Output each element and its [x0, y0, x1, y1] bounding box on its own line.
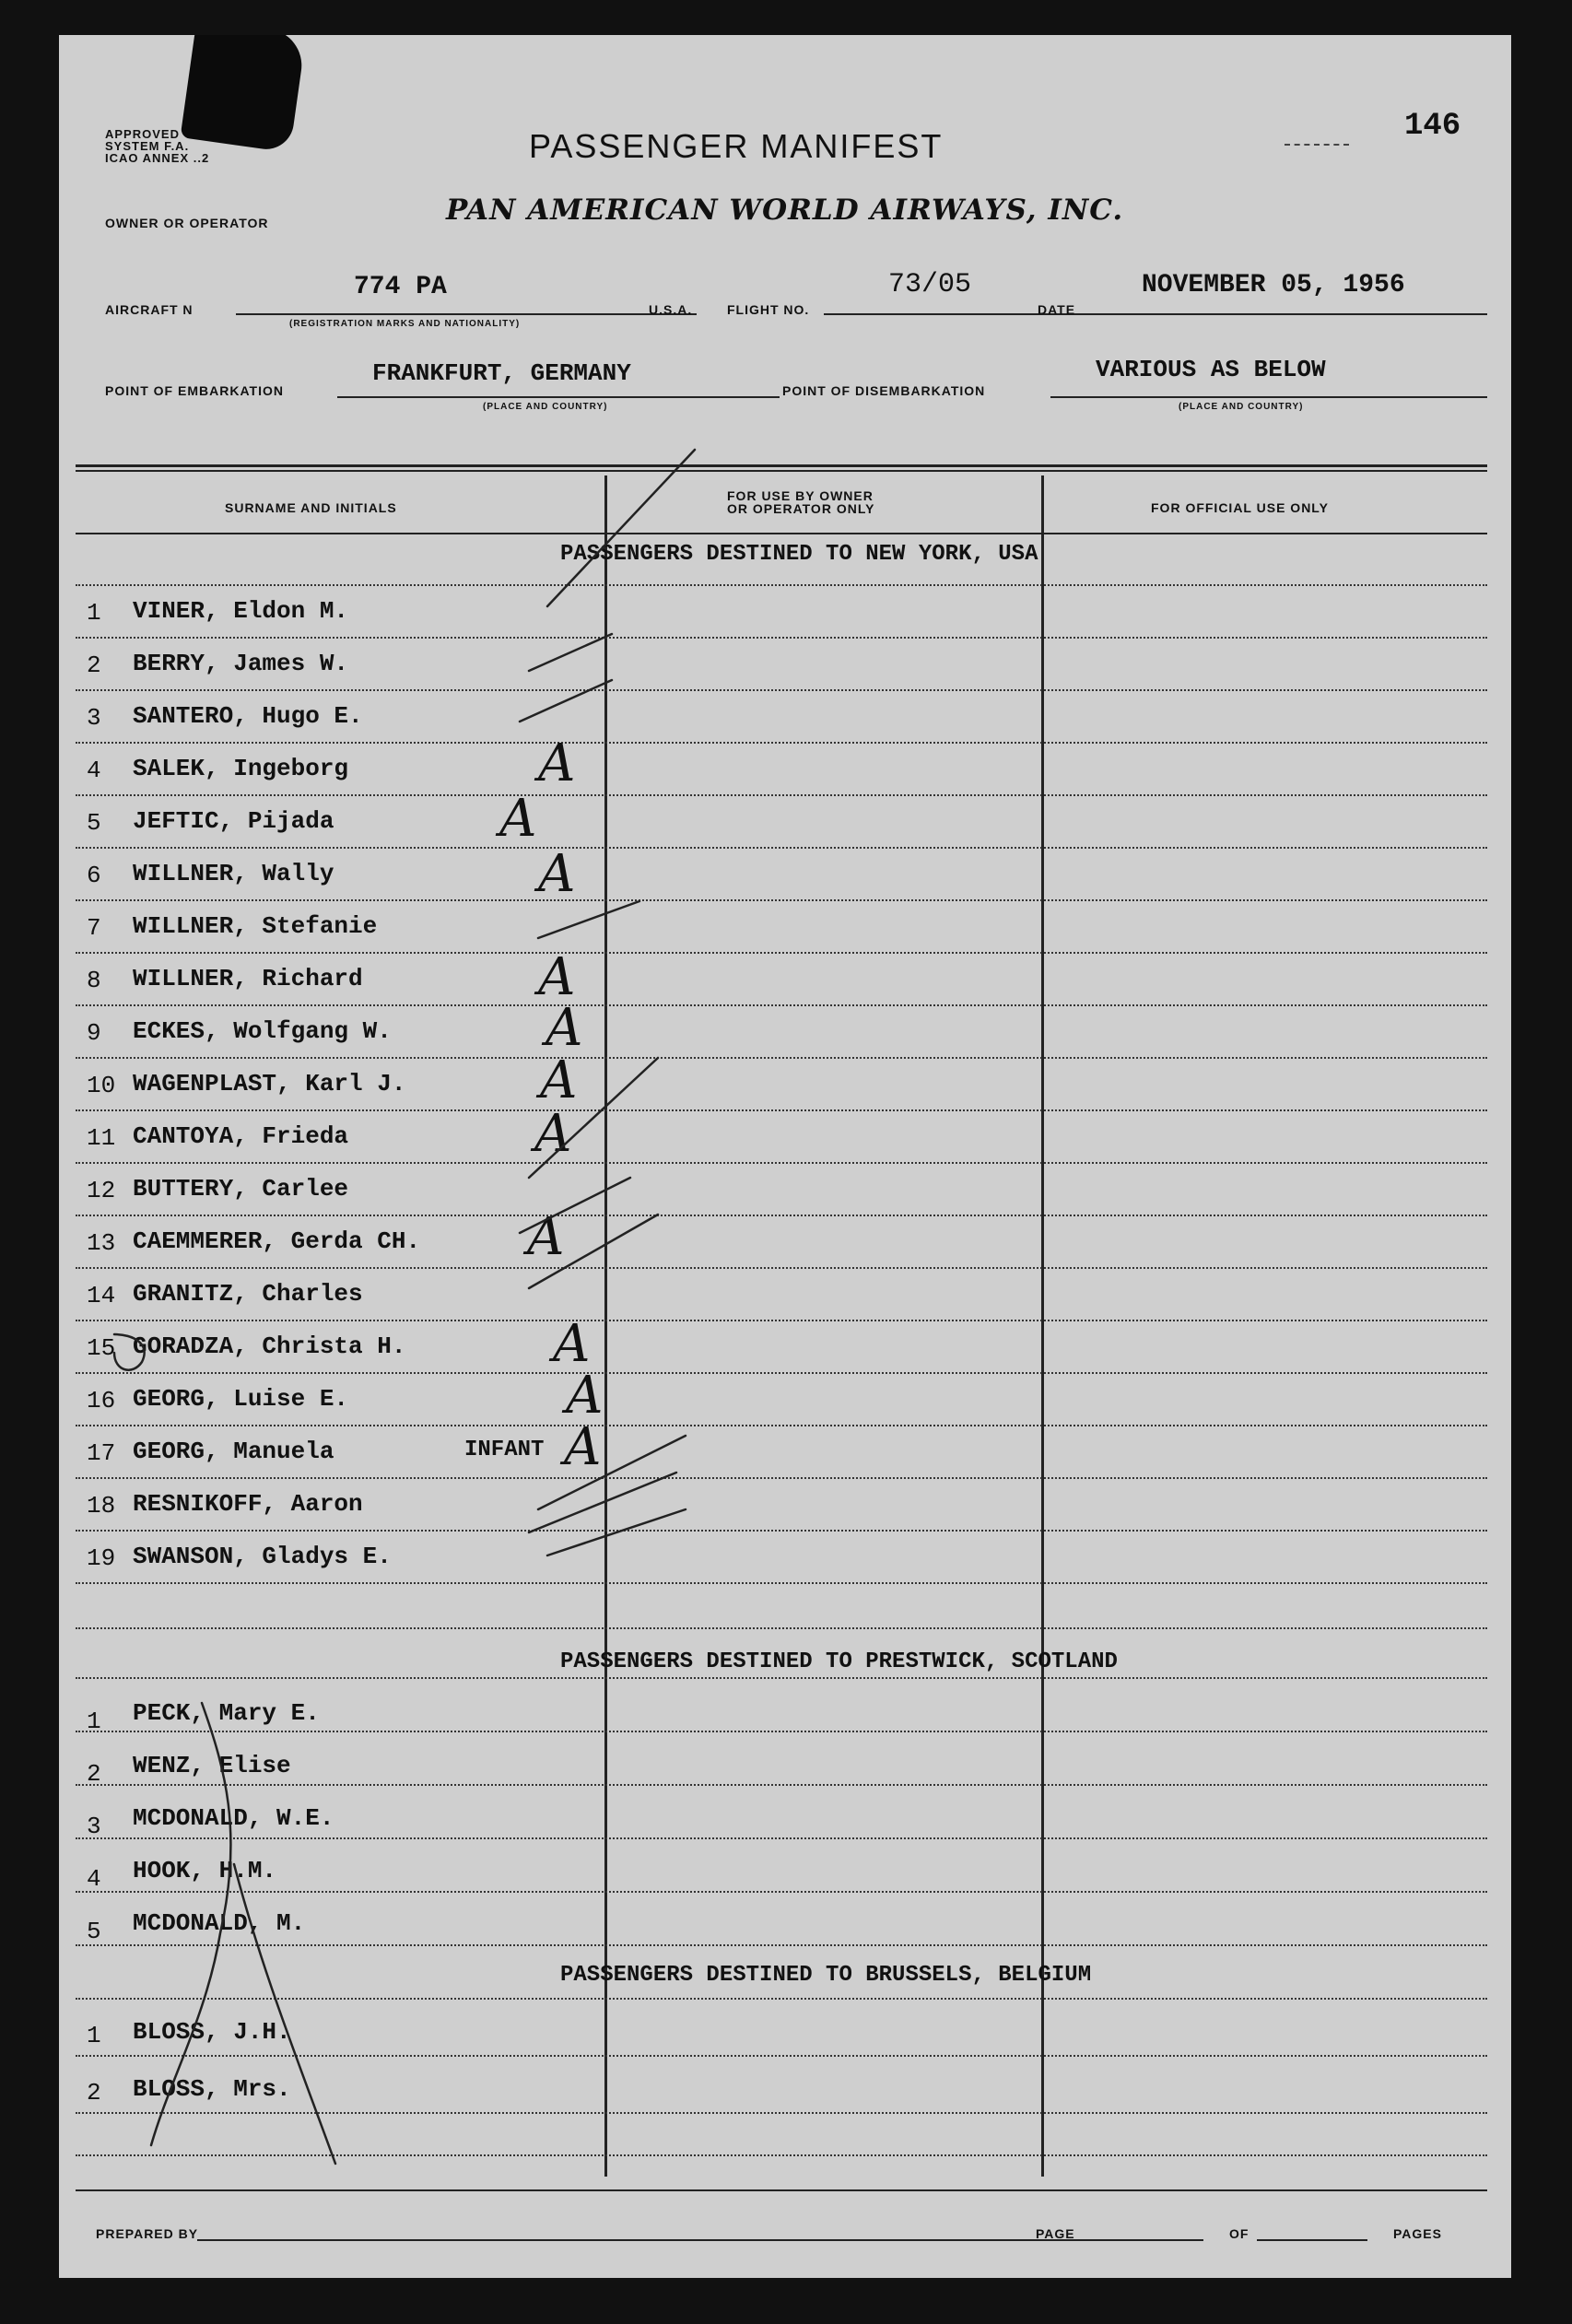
handwritten-a-mark: A [540, 1050, 578, 1110]
passenger-name: WAGENPLAST, Karl J. [133, 1070, 406, 1097]
handwritten-strokes [59, 35, 1511, 2278]
row-number: 4 [87, 1865, 101, 1893]
owner-value: PAN AMERICAN WORLD AIRWAYS, INC. [446, 194, 1124, 227]
approved-line-3: ICAO ANNEX ..2 [105, 151, 210, 165]
passenger-name: BLOSS, Mrs. [133, 2075, 291, 2103]
row-number: 1 [87, 1708, 101, 1735]
disembark-value: VARIOUS AS BELOW [1096, 356, 1326, 383]
page-title: PASSENGER MANIFEST [529, 127, 944, 165]
row-number: 13 [87, 1229, 116, 1257]
approved-line-2: SYSTEM F.A. [105, 139, 190, 153]
passenger-name: MCDONALD, W.E. [133, 1804, 334, 1832]
row-number: 11 [87, 1124, 116, 1152]
row-number: 19 [87, 1544, 116, 1572]
passenger-name: CANTOYA, Frieda [133, 1122, 349, 1150]
col-header-owner-2: OR OPERATOR ONLY [727, 501, 875, 516]
row-number: 5 [87, 1918, 101, 1945]
row-number: 6 [87, 862, 101, 889]
handwritten-a-mark: A [553, 1314, 591, 1374]
row-number: 8 [87, 967, 101, 994]
passenger-name: SALEK, Ingeborg [133, 755, 349, 782]
handwritten-a-mark: A [564, 1417, 602, 1477]
usa-label: U.S.A. [649, 302, 693, 317]
embark-place-caption: (PLACE AND COUNTRY) [483, 402, 608, 412]
page-label: PAGE [1036, 2226, 1075, 2241]
passenger-name: GEORG, Luise E. [133, 1385, 349, 1413]
row-number: 17 [87, 1439, 116, 1467]
passenger-name: PECK, Mary E. [133, 1699, 320, 1727]
passenger-name: BUTTERY, Carlee [133, 1175, 349, 1203]
passenger-name: WILLNER, Wally [133, 860, 334, 887]
row-number: 4 [87, 757, 101, 784]
owner-label: OWNER OR OPERATOR [105, 216, 269, 230]
passenger-name: JEFTIC, Pijada [133, 807, 334, 835]
passenger-name: SWANSON, Gladys E. [133, 1543, 392, 1570]
row-number: 5 [87, 809, 101, 837]
passenger-name: MCDONALD, M. [133, 1909, 306, 1937]
embark-label: POINT OF EMBARKATION [105, 383, 284, 398]
passenger-name: WENZ, Elise [133, 1752, 291, 1779]
passenger-name: BLOSS, J.H. [133, 2018, 291, 2046]
disembark-label: POINT OF DISEMBARKATION [782, 383, 986, 398]
handwritten-a-mark: A [499, 789, 537, 849]
row-number: 1 [87, 599, 101, 627]
of-label: OF [1229, 2226, 1249, 2241]
row-number: 15 [87, 1334, 116, 1362]
handwritten-a-mark: A [527, 1207, 565, 1267]
row-number: 2 [87, 1760, 101, 1788]
passenger-name: WILLNER, Richard [133, 965, 363, 992]
manifest-sheet [59, 35, 1511, 2278]
flight-label: FLIGHT NO. [727, 302, 810, 317]
row-number: 16 [87, 1387, 116, 1414]
handwritten-a-mark: A [538, 844, 576, 904]
row-number: 18 [87, 1492, 116, 1520]
passenger-name: WILLNER, Stefanie [133, 912, 378, 940]
disembark-place-caption: (PLACE AND COUNTRY) [1179, 402, 1304, 412]
registration-caption: (REGISTRATION MARKS AND NATIONALITY) [289, 319, 521, 329]
date-value: NOVEMBER 05, 1956 [1142, 271, 1405, 299]
passenger-name: CAEMMERER, Gerda CH. [133, 1227, 421, 1255]
passenger-name: GORADZA, Christa H. [133, 1332, 406, 1360]
aircraft-value: 774 PA [354, 273, 447, 301]
aircraft-label: AIRCRAFT N [105, 302, 194, 317]
row-number: 14 [87, 1282, 116, 1309]
approved-line-1: APPROVED [105, 127, 180, 141]
handwritten-a-mark: A [538, 734, 576, 793]
handwritten-a-mark: A [534, 1104, 572, 1164]
row-number: 7 [87, 914, 101, 942]
passenger-name: RESNIKOFF, Aaron [133, 1490, 363, 1518]
section-heading-prestwick: PASSENGERS DESTINED TO PRESTWICK, SCOTLAND [560, 1649, 1118, 1674]
row-number: 1 [87, 2022, 101, 2049]
passenger-name: GRANITZ, Charles [133, 1280, 363, 1308]
prepared-by-label: PREPARED BY [96, 2226, 199, 2241]
col-header-owner-1: FOR USE BY OWNER [727, 488, 874, 503]
handwritten-a-mark: A [538, 947, 576, 1007]
row-number: 2 [87, 651, 101, 679]
section-heading-new-york: PASSENGERS DESTINED TO NEW YORK, USA [560, 542, 1038, 567]
col-header-official: FOR OFFICIAL USE ONLY [1151, 500, 1329, 515]
col-header-surname: SURNAME AND INITIALS [225, 500, 397, 515]
passenger-name: SANTERO, Hugo E. [133, 702, 363, 730]
flight-value: 73/05 [888, 269, 972, 300]
passenger-name: ECKES, Wolfgang W. [133, 1017, 392, 1045]
infant-note: INFANT [464, 1438, 545, 1462]
passenger-name: VINER, Eldon M. [133, 597, 349, 625]
passenger-name: BERRY, James W. [133, 650, 349, 677]
handwritten-a-mark: A [566, 1366, 604, 1426]
embark-value: FRANKFURT, GERMANY [372, 359, 631, 387]
row-number: 10 [87, 1072, 116, 1099]
handwritten-a-mark: A [546, 998, 583, 1058]
row-number: 3 [87, 704, 101, 732]
section-heading-brussels: PASSENGERS DESTINED TO BRUSSELS, BELGIUM [560, 1963, 1092, 1988]
passenger-name: GEORG, Manuela [133, 1438, 334, 1465]
page-number: 146 [1404, 109, 1461, 144]
date-label: DATE [1038, 302, 1076, 317]
passenger-name: HOOK, H.M. [133, 1857, 277, 1884]
pages-label: PAGES [1393, 2226, 1442, 2241]
row-number: 9 [87, 1019, 101, 1047]
row-number: 2 [87, 2079, 101, 2107]
row-number: 12 [87, 1177, 116, 1204]
row-number: 3 [87, 1813, 101, 1840]
